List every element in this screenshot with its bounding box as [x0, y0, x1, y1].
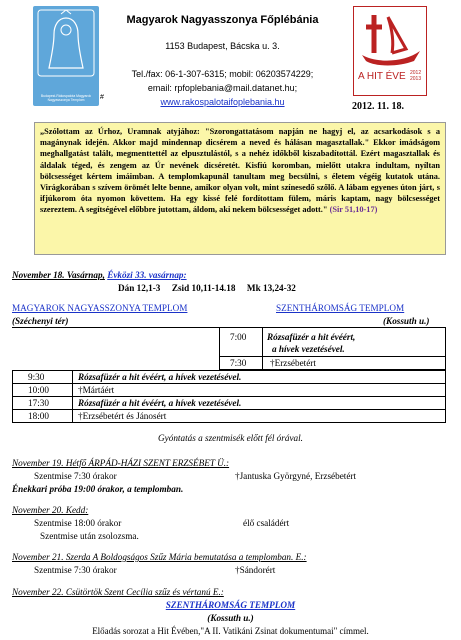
- table-border: [262, 328, 263, 370]
- sunday-name: Évközi 33. vasárnap:: [107, 270, 187, 280]
- quote-text: „Szólottam az Úrhoz, Uramnak atyjához: "Szorongattatásom napján ne hagyj el, az acsarkodások s a magánynak idején. Akkor majd mindennap dicsérem a neved és hálásan magasztallak." Ekkor imádságom meghallgatást talált, megmenttettél az elpusztulástól, s a nehéz időkből kiszabadítottál. Ezért magasztallak és áldalak téged, és zengem az Úr nevének dicséretét. Kisfiú koromban, mielőtt utakra indultam, nyíltan bölcsességet kértem imáimban. A templomkapunál tanultam meg becsülni, s életem végéig kutatok utána. Virágkorában s szívem örömét lelte benne, amikor olyan volt, mint színesedő szőlő. A lábam egyenes úton járt, s ifjúkorom óta nyomon követtem. Ha egy kissé felé fordítottam fülem, máris kaptam, nagy bölcsességet szereztem. A segítségével előbbre jutottam, áldom, aki nekem bölcsességet adott.": [40, 127, 440, 215]
- table-row-text: †Erzsébetért: [270, 358, 316, 368]
- table-border: [219, 356, 445, 357]
- address: 1153 Budapest, Bácska u. 3.: [165, 41, 280, 51]
- table-row-text: †Mártáért: [78, 385, 115, 395]
- day-note: Énekkari próba 19:00 órakor, a templomban.: [12, 484, 184, 494]
- day-heading: November 19. Hétfő ÁRPÁD-HÁZI SZENT ERZSÉBET Ü.:: [12, 458, 230, 468]
- church-right-location: (Kossuth u.): [383, 316, 430, 326]
- table-border: [219, 328, 220, 370]
- event-note: Előadás sorozat a Hit Évében,"A II. Vatikáni Zsinat dokumentumai" címmel.: [92, 626, 369, 636]
- table-row-text: Rózsafüzér a hit évéért, a hívek vezetésével.: [78, 372, 242, 382]
- parish-logo: [33, 6, 99, 106]
- church-name: SZENTHÁROMSÁG TEMPLOM: [165, 600, 296, 610]
- quote-reference: (Sir 51,10-17): [329, 205, 378, 215]
- bulletin-date: 2012. 11. 18.: [352, 101, 404, 112]
- church-left-name: MAGYAROK NAGYASSZONYA TEMPLOM: [12, 303, 188, 313]
- table-row-text: Rózsafüzér a hit évéért, a hívek vezetésével.: [78, 398, 242, 408]
- divider: [12, 327, 446, 328]
- table-row-time: 9:30: [28, 372, 45, 382]
- table-row-time: 7:30: [230, 358, 247, 368]
- table-border: [445, 328, 446, 423]
- table-row-time: 18:00: [28, 411, 49, 421]
- mass-time: Szentmise 7:30 órakor: [34, 471, 117, 481]
- table-border: [12, 370, 13, 423]
- year-of-faith-logo: [353, 6, 427, 96]
- table-row-time: 10:00: [28, 385, 49, 395]
- day-heading: November 22. Csütörtök Szent Cecília szűz és vértanú E.:: [12, 587, 224, 597]
- table-row-text: a hívek vezetésével.: [272, 344, 345, 354]
- confession-note: Gyóntatás a szentmisék előtt fél órával.: [158, 433, 303, 443]
- hash-mark: #: [100, 94, 104, 101]
- day-note: Szentmise után zsolozsma.: [40, 531, 139, 541]
- scripture-quote-box: [34, 122, 446, 255]
- table-row-text: †Erzsébetért és Jánosért: [78, 411, 167, 421]
- table-row-time: 17:30: [28, 398, 49, 408]
- day-heading: November 20. Kedd:: [12, 505, 89, 515]
- table-border: [72, 370, 73, 423]
- logo-caption: Budapest-Rákospalota Magyarok Nagyasszonya Templom: [40, 94, 92, 102]
- mass-intention: †Sándorért: [235, 565, 276, 575]
- sunday-readings: Dán 12,1-3 Zsid 10,11-14.18 Mk 13,24-32: [118, 283, 296, 293]
- mary-icon: [33, 6, 99, 106]
- ship-cross-icon: [354, 7, 426, 69]
- church-left-location: (Széchenyi tér): [12, 316, 69, 326]
- email: email: rpfoplebania@mail.datanet.hu;: [147, 83, 298, 93]
- mass-intention: †Jantuska Györgyné, Erzsébetért: [235, 471, 357, 481]
- year-of-faith-text: A HIT ÉVE: [358, 71, 406, 82]
- mass-time: Szentmise 7:30 órakor: [34, 565, 117, 575]
- day-heading: November 21. Szerda A Boldogságos Szűz Mária bemutatása a templomban. E.:: [12, 552, 307, 562]
- table-border: [12, 409, 445, 410]
- table-border: [12, 383, 445, 384]
- parish-title: Magyarok Nagyasszonya Főplébánia: [126, 14, 319, 26]
- table-border: [12, 422, 445, 423]
- table-row-time: 7:00: [230, 332, 247, 342]
- church-location: (Kossuth u.): [207, 613, 254, 623]
- year-of-faith-years: 2012 2013: [410, 70, 422, 82]
- mass-intention: élő családért: [243, 518, 290, 528]
- phone: Tel./fax: 06-1-307-6315; mobil: 06203574229;: [131, 69, 314, 79]
- mass-time: Szentmise 18:00 órakor: [34, 518, 122, 528]
- sunday-heading: November 18. Vasárnap,: [12, 270, 105, 280]
- church-right-name: SZENTHÁROMSÁG TEMPLOM: [276, 303, 405, 313]
- website-link[interactable]: www.rakospalotaifoplebania.hu: [160, 97, 285, 107]
- table-row-text: Rózsafüzér a hit évéért,: [267, 332, 356, 342]
